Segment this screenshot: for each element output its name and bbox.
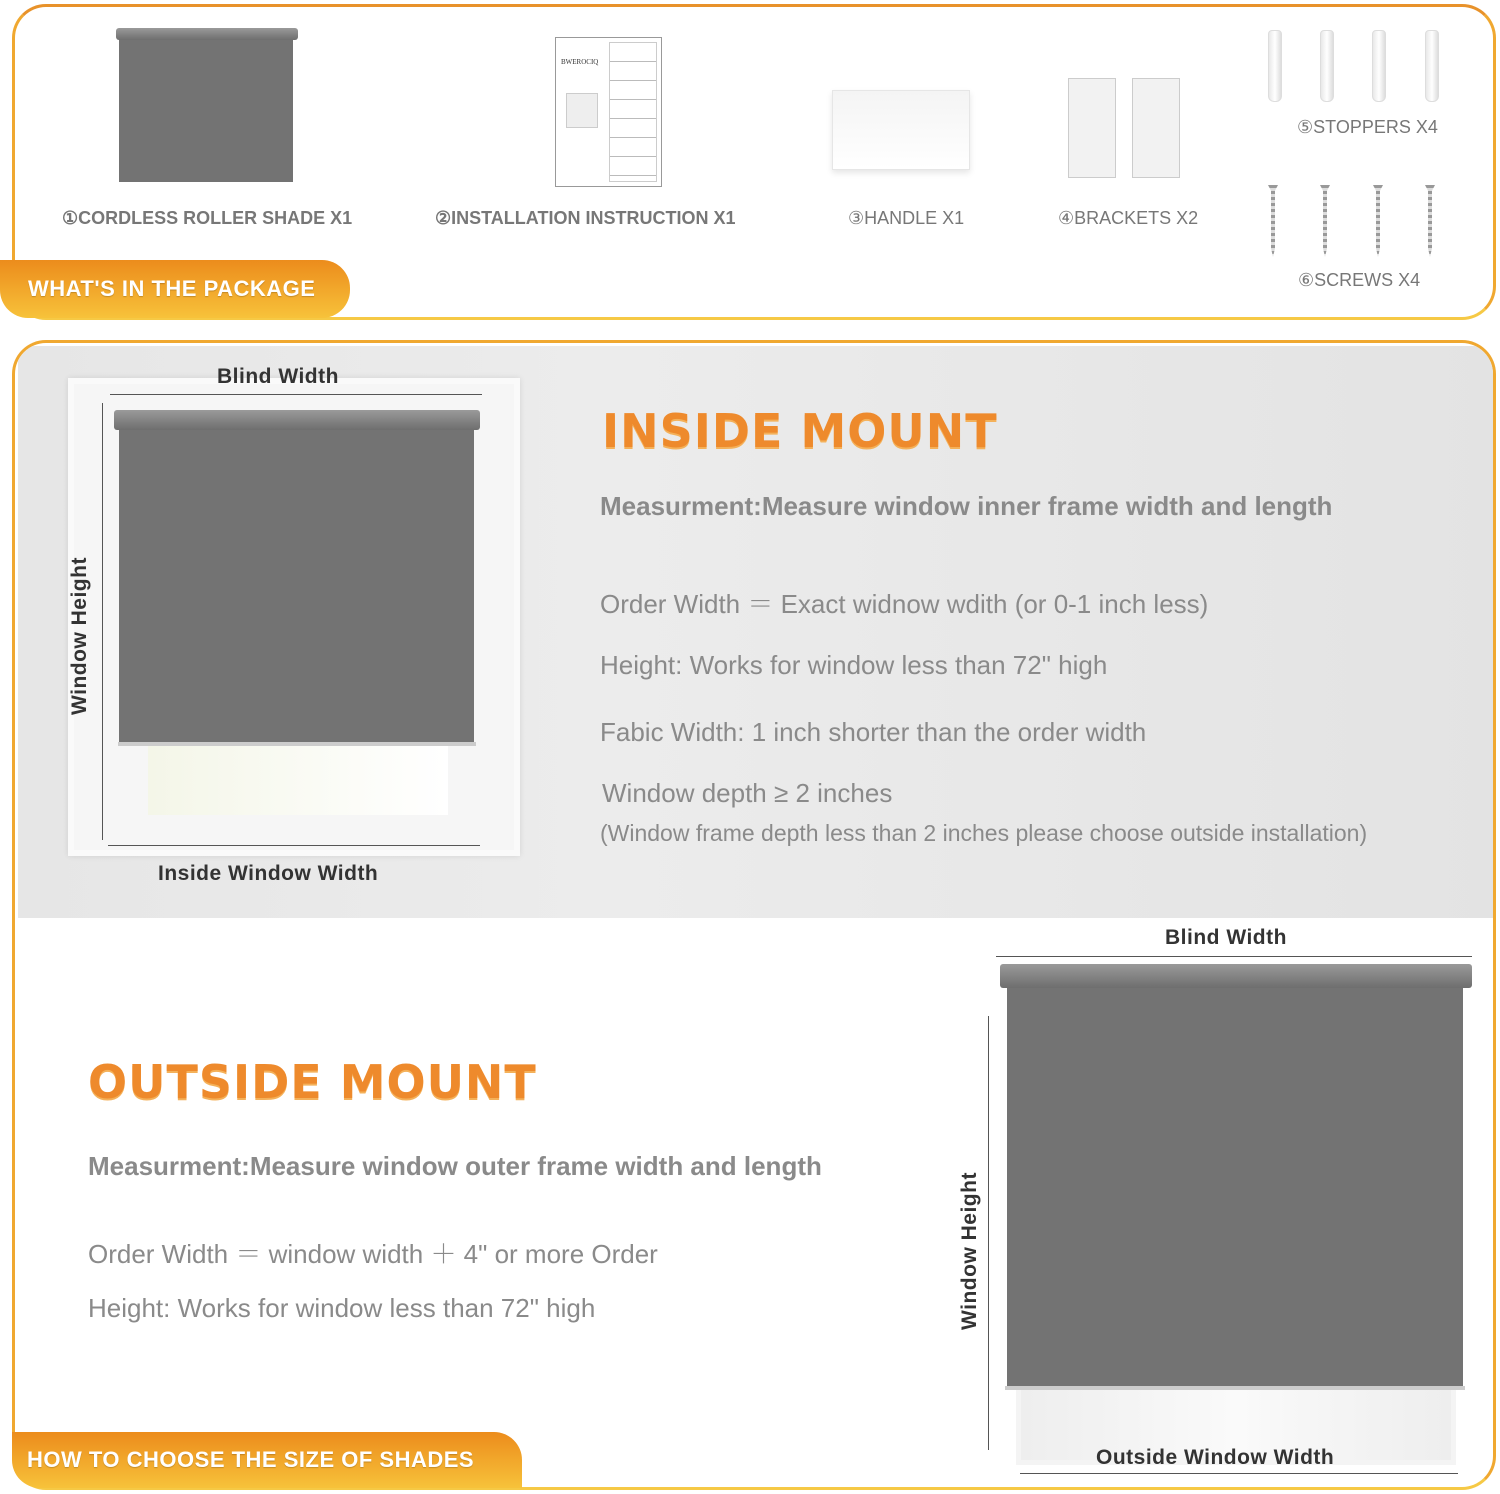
blind-width-line	[996, 956, 1472, 957]
roller-shade	[1007, 988, 1463, 1386]
inside-line: Order Width ＝ Exact widnow wdith (or 0-1 inch less)	[600, 589, 1209, 619]
outside-mount-title: OUTSIDE MOUNT	[88, 1055, 537, 1109]
blind-width-label: Blind Width	[217, 365, 339, 388]
window-height-line	[988, 1016, 989, 1450]
outside-line: Order Width ＝ window width ＋ 4" or more Order	[88, 1239, 658, 1269]
stopper-image	[1268, 30, 1282, 102]
stopper-image	[1372, 30, 1386, 102]
window-height-label: Window Height	[68, 557, 91, 715]
inside-measurement: Measurment:Measure window inner frame width and length	[600, 491, 1333, 521]
outside-measurement: Measurment:Measure window outer frame width and length	[88, 1151, 822, 1181]
inside-width-label: Inside Window Width	[158, 862, 379, 885]
shade-roller	[1000, 964, 1472, 988]
inside-line: Fabic Width: 1 inch shorter than the order width	[600, 717, 1147, 747]
package-badge: WHAT'S IN THE PACKAGE	[0, 260, 350, 318]
bracket-image	[1068, 78, 1116, 178]
item-label: ①CORDLESS ROLLER SHADE X1	[62, 208, 353, 228]
bottom-bar	[1005, 1386, 1465, 1390]
shade-roller	[116, 28, 298, 40]
window-height-label: Window Height	[958, 1172, 981, 1330]
inside-line: Height: Works for window less than 72" high	[600, 650, 1108, 680]
handle-image	[832, 90, 970, 170]
inside-note: (Window frame depth less than 2 inches please choose outside installation)	[600, 820, 1368, 846]
roller-shade-image	[119, 40, 293, 182]
blind-width-line	[110, 394, 482, 395]
brand-logo: BWEROCIQ	[561, 58, 599, 66]
inside-width-line	[108, 845, 480, 846]
shade-roller	[114, 410, 480, 430]
item-label: ③HANDLE X1	[848, 208, 965, 228]
outside-width-label: Outside Window Width	[1096, 1446, 1335, 1469]
inside-mount-title: INSIDE MOUNT	[602, 404, 998, 458]
blind-width-label: Blind Width	[1165, 926, 1287, 949]
stopper-image	[1425, 30, 1439, 102]
outside-line: Height: Works for window less than 72" high	[88, 1293, 596, 1323]
outside-width-line	[1020, 1473, 1458, 1474]
item-label: ②INSTALLATION INSTRUCTION X1	[435, 208, 736, 228]
item-label: ⑥SCREWS X4	[1298, 270, 1421, 290]
item-label: ⑤STOPPERS X4	[1297, 117, 1438, 137]
bracket-image	[1132, 78, 1180, 178]
size-guide-badge: HOW TO CHOOSE THE SIZE OF SHADES	[12, 1432, 522, 1488]
inside-line: Window depth ≥ 2 inches	[602, 778, 893, 808]
stopper-image	[1320, 30, 1334, 102]
roller-shade	[119, 430, 474, 742]
window-glass	[148, 745, 448, 815]
instruction-manual-image	[555, 37, 662, 187]
item-label: ④BRACKETS X2	[1058, 208, 1199, 228]
bottom-bar	[118, 742, 476, 746]
window-height-line	[102, 403, 103, 840]
